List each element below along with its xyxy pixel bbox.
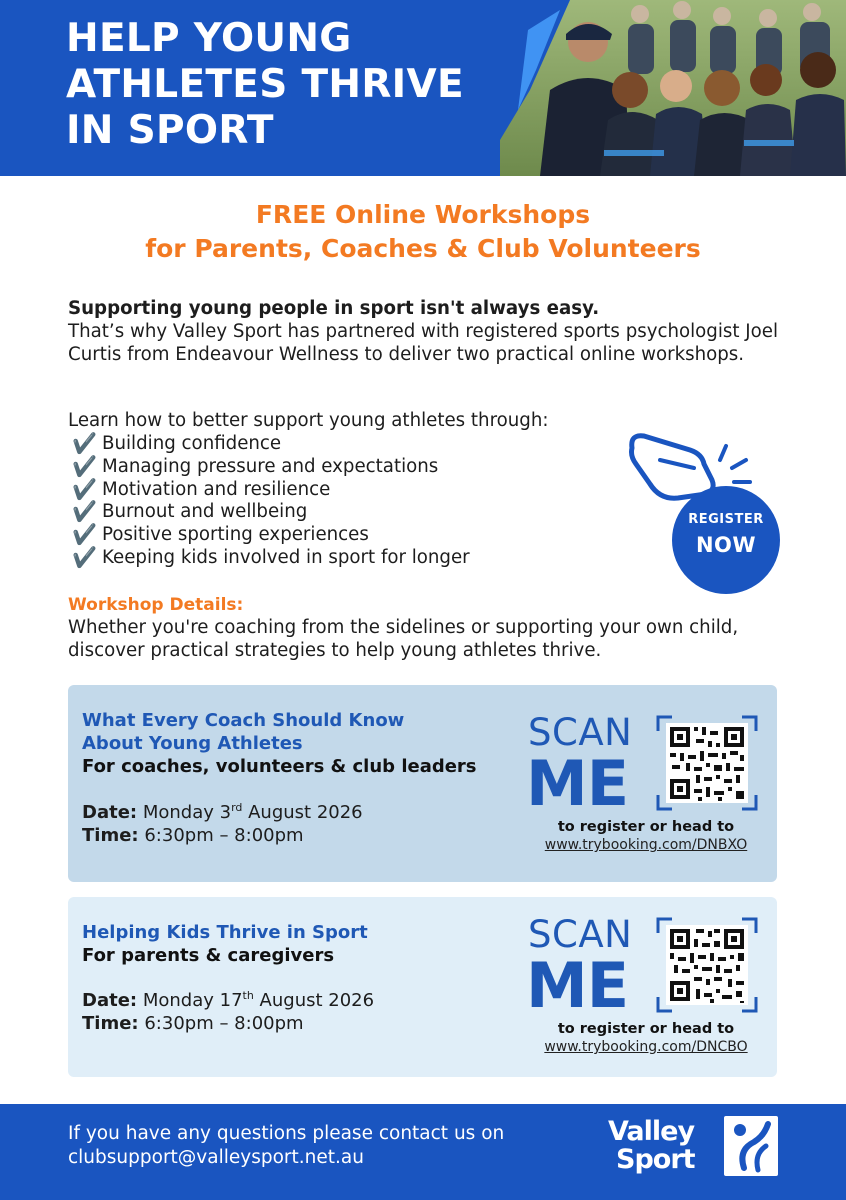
date-label: Date: — [82, 802, 138, 823]
checkmark-icon: ✔️ — [72, 476, 97, 501]
topic-text: Managing pressure and expectations — [102, 455, 439, 477]
workshop-title-line: What Every Coach Should Know — [82, 710, 405, 731]
title-line-2: ATHLETES THRIVE — [66, 62, 464, 107]
page-title — [66, 16, 486, 154]
date-month-year: August 2026 — [253, 990, 375, 1011]
logo-figure-icon — [724, 1116, 778, 1176]
date-suffix: th — [242, 989, 254, 1002]
workshop-date — [82, 989, 374, 1012]
date-month-year: August 2026 — [242, 802, 363, 823]
scan-caption: to register or head to — [557, 1021, 735, 1037]
workshop-card-coaches — [68, 685, 777, 882]
topic-text: Positive sporting experiences — [102, 524, 369, 546]
workshop-title — [82, 921, 368, 944]
date-day: Monday 3 — [142, 802, 232, 823]
register-label: REGISTER — [688, 512, 764, 527]
date-label: Date: — [82, 990, 138, 1011]
me-label: ME — [526, 949, 629, 1022]
intro-text: That’s why Valley Sport has partnered with registered sports psychologist Joel Curtis from Endeavour Wellness to deliver two practical online workshops. — [68, 321, 779, 365]
booking-link[interactable]: www.trybooking.com/DNBXO — [544, 837, 748, 853]
subtitle-line-2: for Parents, Coaches & Club Volunteers — [145, 234, 701, 263]
qr-code[interactable] — [652, 915, 762, 1015]
time-value: 6:30pm – 8:00pm — [144, 825, 304, 846]
topic-text: Motivation and resilience — [102, 478, 331, 500]
workshop-title — [82, 709, 404, 755]
checkmark-icon: ✔️ — [72, 453, 97, 478]
scan-label: SCAN — [528, 711, 633, 754]
workshop-time — [82, 1012, 304, 1035]
workshop-card-parents — [68, 897, 777, 1077]
scan-label: SCAN — [528, 913, 633, 956]
learn-heading: Learn how to better support young athletes through: — [68, 410, 549, 431]
me-label: ME — [526, 747, 629, 820]
scan-block — [526, 915, 766, 1065]
checkmark-icon: ✔️ — [72, 499, 97, 524]
intro-lead: Supporting young people in sport isn't always easy. — [68, 298, 600, 319]
contact-line: If you have any questions please contact us on — [68, 1123, 505, 1144]
time-label: Time: — [82, 825, 139, 846]
details-text: Whether you're coaching from the sidelines or supporting your own child, discover practical strategies to help young athletes thrive. — [68, 617, 739, 661]
checkmark-icon: ✔️ — [72, 522, 97, 547]
workshop-subtitle — [0, 198, 846, 266]
title-line-3: IN SPORT — [66, 108, 274, 153]
workshop-title-line: Helping Kids Thrive in Sport — [82, 922, 368, 943]
topic-text: Building confidence — [102, 432, 282, 454]
workshop-title-line: About Young Athletes — [82, 733, 303, 754]
register-badge[interactable] — [672, 486, 780, 594]
valley-sport-logo — [606, 1116, 786, 1186]
footer — [0, 1104, 846, 1200]
contact-text — [68, 1122, 504, 1170]
workshop-audience: For coaches, volunteers & club leaders — [82, 756, 477, 777]
scan-block — [526, 713, 766, 863]
topic-text: Burnout and wellbeing — [102, 501, 308, 523]
checkmark-icon: ✔️ — [72, 544, 97, 569]
logo-mark — [724, 1116, 778, 1176]
workshop-time — [82, 824, 304, 847]
contact-email[interactable]: clubsupport@valleysport.net.au — [68, 1147, 364, 1168]
qr-code[interactable] — [652, 713, 762, 813]
topic-text: Keeping kids involved in sport for longer — [102, 546, 470, 568]
checkmark-icon: ✔️ — [72, 430, 97, 455]
scan-caption: to register or head to — [557, 819, 735, 835]
logo-word-valley: Valley — [608, 1116, 695, 1147]
date-suffix: rd — [231, 801, 243, 814]
booking-link[interactable]: www.trybooking.com/DNCBO — [544, 1039, 748, 1055]
now-label: NOW — [695, 533, 757, 557]
time-label: Time: — [82, 1013, 139, 1034]
workshop-audience: For parents & caregivers — [82, 945, 335, 966]
subtitle-line-1: FREE Online Workshops — [255, 200, 591, 229]
register-now-button[interactable] — [620, 428, 790, 588]
date-day: Monday 17 — [142, 990, 243, 1011]
header-banner — [0, 0, 846, 176]
intro-paragraph — [68, 297, 788, 366]
time-value: 6:30pm – 8:00pm — [144, 1013, 304, 1034]
details-heading: Workshop Details: — [68, 595, 244, 615]
title-line-1: HELP YOUNG — [66, 16, 352, 61]
workshop-date — [82, 801, 363, 824]
athletes-group-photo — [500, 0, 846, 176]
logo-word-sport: Sport — [616, 1144, 695, 1175]
